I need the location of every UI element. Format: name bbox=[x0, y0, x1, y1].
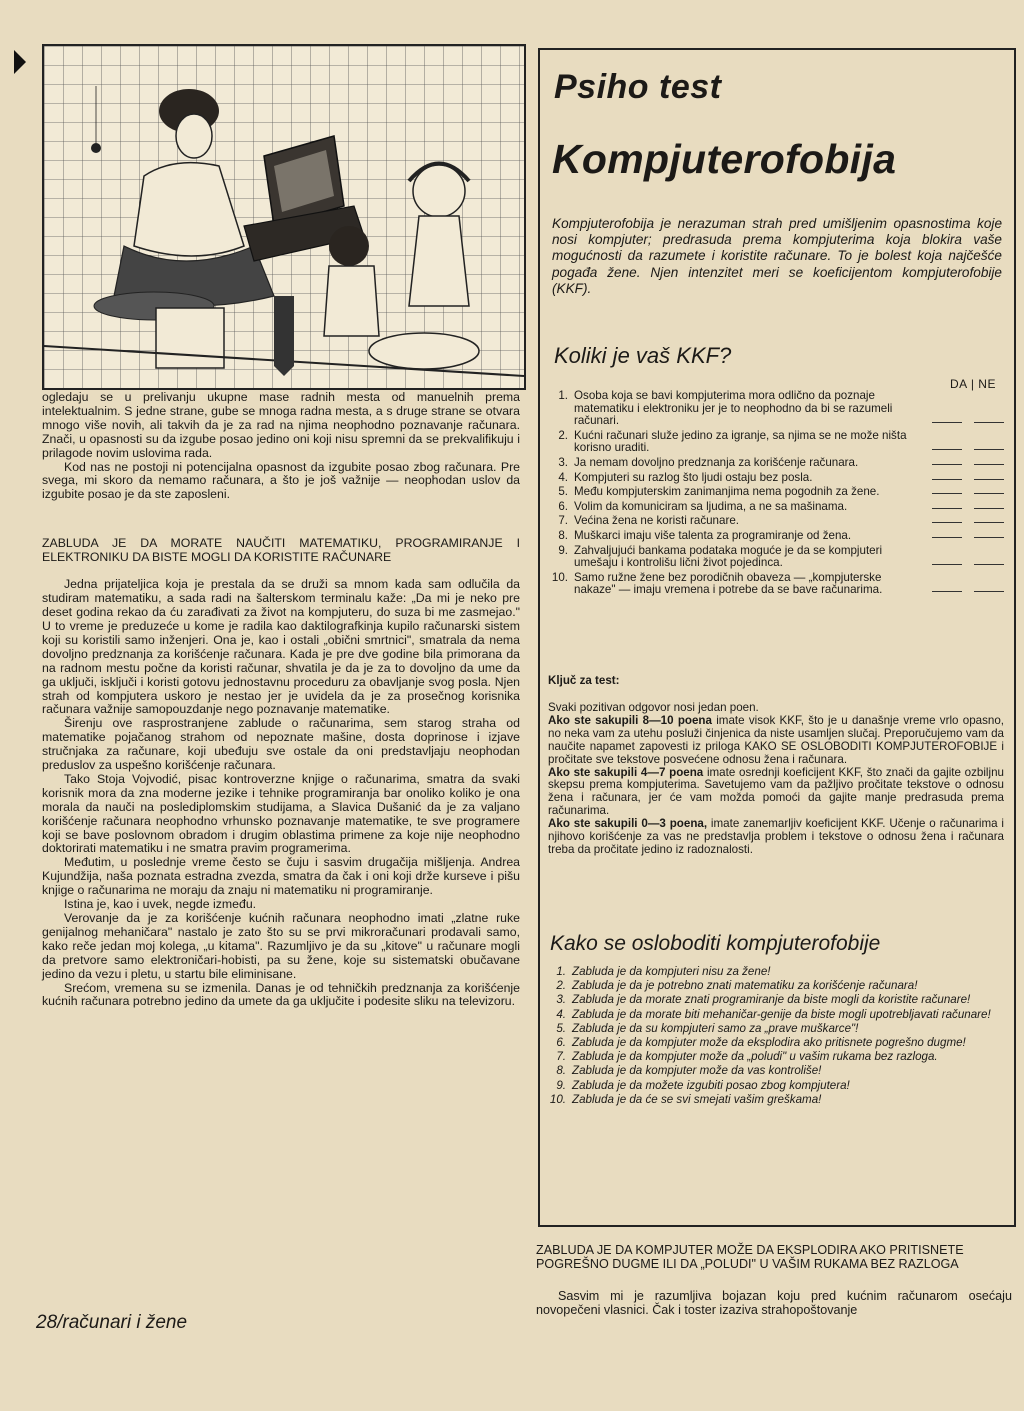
myth-item bbox=[540, 1094, 1014, 1107]
key-item-text: imate visok KKF, što je u današnje vreme vrlo opasno, no neka vam za utehu posluži činjenica da niste usamljen slučaj. Preporučujemo vam da naučite napamet zapovesti iz priloga KAKO SE OSLOBODITI KOMPJUTEROFOBIJE i pročitate sve tekstove posvećene odnosu žena i računara. bbox=[548, 713, 1004, 766]
myth-item bbox=[540, 1009, 1014, 1022]
key-title: Ključ za test: bbox=[548, 674, 620, 687]
section-heading: ZABLUDA JE DA MORATE NAUČITI MATEMATIKU, PROGRAMIRANJE I ELEKTRONIKU DA BISTE MOGLI DA KORISTITE RAČUNARE bbox=[42, 536, 520, 565]
question-number: 7. bbox=[558, 514, 568, 528]
question-number: 5. bbox=[558, 485, 568, 499]
question-item bbox=[540, 486, 1014, 499]
question-text: Među kompjuterskim zanimanjima nema pogodnih za žene. bbox=[574, 485, 880, 499]
section-paragraph: Međutim, u poslednje vreme često se čuju i sasvim drugačija mišljenja. Andrea Kujundžija, naša poznata estradna zvezda, smatra da čak i oni koji drže kurseve i pišu knjige o računarima ne moraju da znaju ni matematiku ni programiranje. bbox=[42, 855, 520, 898]
key-item bbox=[548, 715, 1004, 767]
right-article-column bbox=[536, 1243, 1012, 1317]
question-number: 4. bbox=[558, 470, 568, 484]
question-text: Osoba koja se bavi kompjuterima mora odlično da poznaje matematiku i elektroniku jer je to neophodno da bi se razumeli računari. bbox=[574, 389, 893, 428]
question-number: 10. bbox=[551, 570, 568, 584]
question-text: Volim da komuniciram sa ljudima, a ne sa mašinama. bbox=[574, 499, 848, 513]
question-item bbox=[540, 515, 1014, 528]
answer-blanks[interactable] bbox=[920, 514, 1004, 527]
question-text: Kućni računari služe jedino za igranje, sa njima se ne može ništa korisno uraditi. bbox=[574, 428, 907, 455]
question-number: 6. bbox=[558, 499, 568, 513]
key-item-text: imate osrednji koeficijent KKF, što znači da gajite ozbiljnu skepsu prema kompjuterima. Savetujemo vam da pažljivo pročitate tekstove o odnosu žena i računara, jer će vam možda pomoći da gajite manje predrasuda prema računarima. bbox=[548, 765, 1004, 818]
myth-text: Zabluda je da kompjuter može da „poludi" u vašim rukama bez razloga. bbox=[572, 1050, 938, 1064]
myth-number: 8. bbox=[556, 1064, 566, 1078]
myth-item bbox=[540, 1023, 1014, 1036]
key-item-text: imate zanemarljiv koeficijent KKF. Učenje o računarima i njihovo korišćenje za vas ne predstavlja problem i tekstove o odnosu žena i računara treba da pročitate jedino iz radoznalosti. bbox=[548, 817, 1004, 856]
section-paragraph: Tako Stoja Vojvodić, pisac kontroverzne knjige o računarima, smatra da svaki korisnik mora da zna moderne jezike i tehnike programiranja bar onoliko koliko je ona morala da nauči na poslediplomskim studijama, a Slavica Dušanić da je za valjano korišćenje računara neophodno vrhunsko poznavanje matematike, te sve programere koji se bave poslovnom obradom i drugim oblastima primene za koje nije neophodno doktorirati matematiku i ne smatra pravim programerima. bbox=[42, 771, 520, 856]
psycho-test-box bbox=[538, 48, 1016, 1227]
answer-blanks[interactable] bbox=[920, 414, 1004, 427]
myth-number: 7. bbox=[556, 1050, 566, 1064]
question-item bbox=[540, 472, 1014, 485]
myth-number: 3. bbox=[556, 993, 566, 1007]
question-item bbox=[540, 572, 1014, 597]
myth-text: Zabluda je da kompjuteri nisu za žene! bbox=[572, 965, 771, 978]
answer-blanks[interactable] bbox=[920, 500, 1004, 513]
question-list bbox=[540, 390, 1014, 599]
myth-text: Zabluda je da morate biti mehaničar-genije da biste mogli upotrebljavati računare! bbox=[572, 1007, 991, 1021]
key-intro: Svaki pozitivan odgovor nosi jedan poen. bbox=[548, 701, 759, 714]
myth-item bbox=[540, 1037, 1014, 1050]
myths-title: Kako se osloboditi kompjuterofobije bbox=[550, 932, 881, 955]
answer-blanks[interactable] bbox=[920, 471, 1004, 484]
question-number: 8. bbox=[558, 528, 568, 542]
box-kicker-title: Psiho test bbox=[554, 68, 722, 106]
yes-no-header: DA | NE bbox=[950, 377, 996, 391]
myth-number: 6. bbox=[556, 1036, 566, 1050]
section-paragraph: Srećom, vremena su se izmenila. Danas je od tehničkih predznanja za korišćenje kućnih računara potrebno jedino da umete da ga uključite i podesite sliku na televizoru. bbox=[42, 980, 520, 1009]
myth-item bbox=[540, 1051, 1014, 1064]
myth-item bbox=[540, 980, 1014, 993]
key-item-label: Ako ste sakupili 0—3 poena, bbox=[548, 817, 708, 831]
myth-number: 2. bbox=[556, 979, 566, 993]
section-paragraph: Jedna prijateljica koja je prestala da se druži sa mnom kada sam odlučila da studiram matematiku, a sada radi na šalterskom terminalu kaže: „Da mi je neko pre deset godina rekao da ću zarađivati za život na kompjuteru, do suza bi me zasmejao." U to vreme je preduzeće u kome je radila kao daktilografkinja kupilo računarski sistem koji su koristili samo inženjeri. Ona je, kao i ostali „obični smrtnici", smatrala da nema dovoljno predznanja za korišćenje računara. Kada je pre dve godine bila primorana da na radnom mestu počne da koristi računar, shvatila je da je za to dovoljno da ume da ga uključi, isključi i koristi gotovu jednostavnu proceduru za obavljanje svog posla. Njen strah od kompjutera uskoro je nestao jer je uvidela da je za prosečnog korisnika računara važnije samopouzdanje nego poznavanje matematike. bbox=[42, 577, 520, 717]
key-item bbox=[548, 767, 1004, 819]
page-arrow-icon bbox=[14, 50, 26, 74]
myths-list bbox=[540, 966, 1014, 1108]
box-intro: Kompjuterofobija je nerazuman strah pred umišljenim opasnostima koje nosi kompjuter; predrasuda prema kompjuterima koja blokira vaše mogućnosti da razumete i koristite računare. To je bolest koja najčešće pogađa žene. Njen intenzitet meri se koeficijentom kompjuterofobije (KKF). bbox=[552, 216, 1002, 296]
right-paragraph: Sasvim mi je razumljiva bojazan koju pred kućnim računarom osećaju novopečeni vlasnici. Čak i toster izaziva strahopoštovanje bbox=[536, 1289, 1012, 1317]
myth-text: Zabluda je da će se svi smejati vašim greškama! bbox=[572, 1092, 822, 1106]
myth-item bbox=[540, 1080, 1014, 1093]
left-paragraph: Kod nas ne postoji ni potencijalna opasnost da izgubite posao zbog računara. Pre svega, mi skoro da nemamo računara, a što je još važnije — neophodan uslov da izgubite posao je da ste zaposleni. bbox=[42, 459, 520, 502]
myth-text: Zabluda je da kompjuter može da vas kontroliše! bbox=[572, 1064, 822, 1078]
question-text: Muškarci imaju više talenta za programiranje od žena. bbox=[574, 528, 852, 542]
myth-number: 5. bbox=[556, 1021, 566, 1035]
answer-blanks[interactable] bbox=[920, 485, 1004, 498]
left-paragraph: ogledaju se u prelivanju ukupne mase radnih mesta od manuelnih prema intelektualnim. S jedne strane, gube se mnoga radna mesta, a s druge strane se otvara mnogo više novih, ali takvih da je za rad na njima neophodno poznavanje računara. Znači, u opasnosti su da izgube posao jedino oni koji nisu spremni da se prekvalifikuju i prilagode novim uslovima rada. bbox=[42, 390, 520, 460]
question-text: Ja nemam dovoljno predznanja za korišćenje računara. bbox=[574, 455, 859, 469]
myth-number: 1. bbox=[556, 965, 566, 978]
question-text: Kompjuteri su razlog što ljudi ostaju bez posla. bbox=[574, 470, 813, 484]
question-item bbox=[540, 457, 1014, 470]
question-item bbox=[540, 545, 1014, 570]
myth-number: 4. bbox=[556, 1007, 566, 1021]
question-item bbox=[540, 390, 1014, 428]
illustration bbox=[42, 44, 526, 390]
myth-number: 10. bbox=[549, 1092, 566, 1106]
myth-number: 9. bbox=[556, 1078, 566, 1092]
myth-item bbox=[540, 1065, 1014, 1078]
question-item bbox=[540, 530, 1014, 543]
question-number: 1. bbox=[558, 389, 568, 402]
question-text: Samo ružne žene bez porodičnih obaveza — „kompjuterske nakaze" — imaju vremena i potrebe da se bave računarima. bbox=[574, 570, 883, 597]
question-item bbox=[540, 430, 1014, 455]
question-number: 3. bbox=[558, 455, 568, 469]
test-subtitle: Koliki je vaš KKF? bbox=[554, 343, 732, 368]
myth-text: Zabluda je da su kompjuteri samo za „prave muškarce"! bbox=[572, 1021, 859, 1035]
answer-blanks[interactable] bbox=[920, 529, 1004, 542]
answer-blanks[interactable] bbox=[920, 583, 1004, 596]
question-text: Većina žena ne koristi računare. bbox=[574, 514, 739, 528]
myth-text: Zabluda je da kompjuter može da eksplodira ako pritisnete pogrešno dugme! bbox=[572, 1036, 966, 1050]
answer-blanks[interactable] bbox=[920, 456, 1004, 469]
section-paragraph: Istina je, kao i uvek, negde između. bbox=[64, 897, 257, 912]
key-item-label: Ako ste sakupili 4—7 poena bbox=[548, 765, 704, 779]
myth-text: Zabluda je da morate znati programiranje da biste mogli da koristite računare! bbox=[572, 993, 971, 1007]
myth-item bbox=[540, 966, 1014, 979]
section-paragraph: Širenju ove rasprostranjene zablude o računarima, sem starog straha od matematike pojačanog strahom od nepoznate mašine, dosta doprinose i izjave stručnjaka za računare, koji ubeđuju sve ostale da oni predstavljaju neophodan preduslov za uspešno korišćenje računara. bbox=[42, 716, 520, 773]
myth-text: Zabluda je da možete izgubiti posao zbog kompjutera! bbox=[572, 1078, 850, 1092]
key-text bbox=[548, 702, 1004, 857]
key-item-label: Ako ste sakupili 8—10 poena bbox=[548, 713, 712, 727]
left-article-column bbox=[42, 391, 520, 1009]
myth-item bbox=[540, 994, 1014, 1007]
answer-blanks[interactable] bbox=[920, 556, 1004, 569]
page-footer: 28/računari i žene bbox=[36, 1312, 188, 1333]
key-item bbox=[548, 818, 1004, 857]
section-paragraph: Verovanje da je za korišćenje kućnih računara neophodno imati „zlatne ruke genijalnog mehaničara" nastalo je zato što su se prvi mikroračunari prodavali samo, kako reče jedan moj kolega, „u kitama". Razumljivo je da su „kitove" u računare mogli da pretvore samo elektroničari-hobisti, pa su žene, koje su sistematski obučavane jedino da vezu i pletu, u startu bile eliminisane. bbox=[42, 911, 520, 981]
question-number: 2. bbox=[558, 428, 568, 442]
myth-text: Zabluda je da je potrebno znati matematiku za korišćenje računara! bbox=[572, 979, 918, 993]
section-heading: ZABLUDA JE DA KOMPJUTER MOŽE DA EKSPLODIRA AKO PRITISNETE POGREŠNO DUGME ILI DA „POLUDI" U VAŠIM RUKAMA BEZ RAZLOGA bbox=[536, 1243, 964, 1271]
question-item bbox=[540, 501, 1014, 514]
box-main-title: Kompjuterofobija bbox=[552, 136, 897, 182]
answer-blanks[interactable] bbox=[920, 441, 1004, 454]
question-text: Zahvaljujući bankama podataka moguće je da se kompjuteri umešaju i kontrolišu lični život pojedinca. bbox=[574, 543, 883, 570]
kitchen-computer-illustration bbox=[44, 46, 524, 388]
question-number: 9. bbox=[558, 543, 568, 557]
